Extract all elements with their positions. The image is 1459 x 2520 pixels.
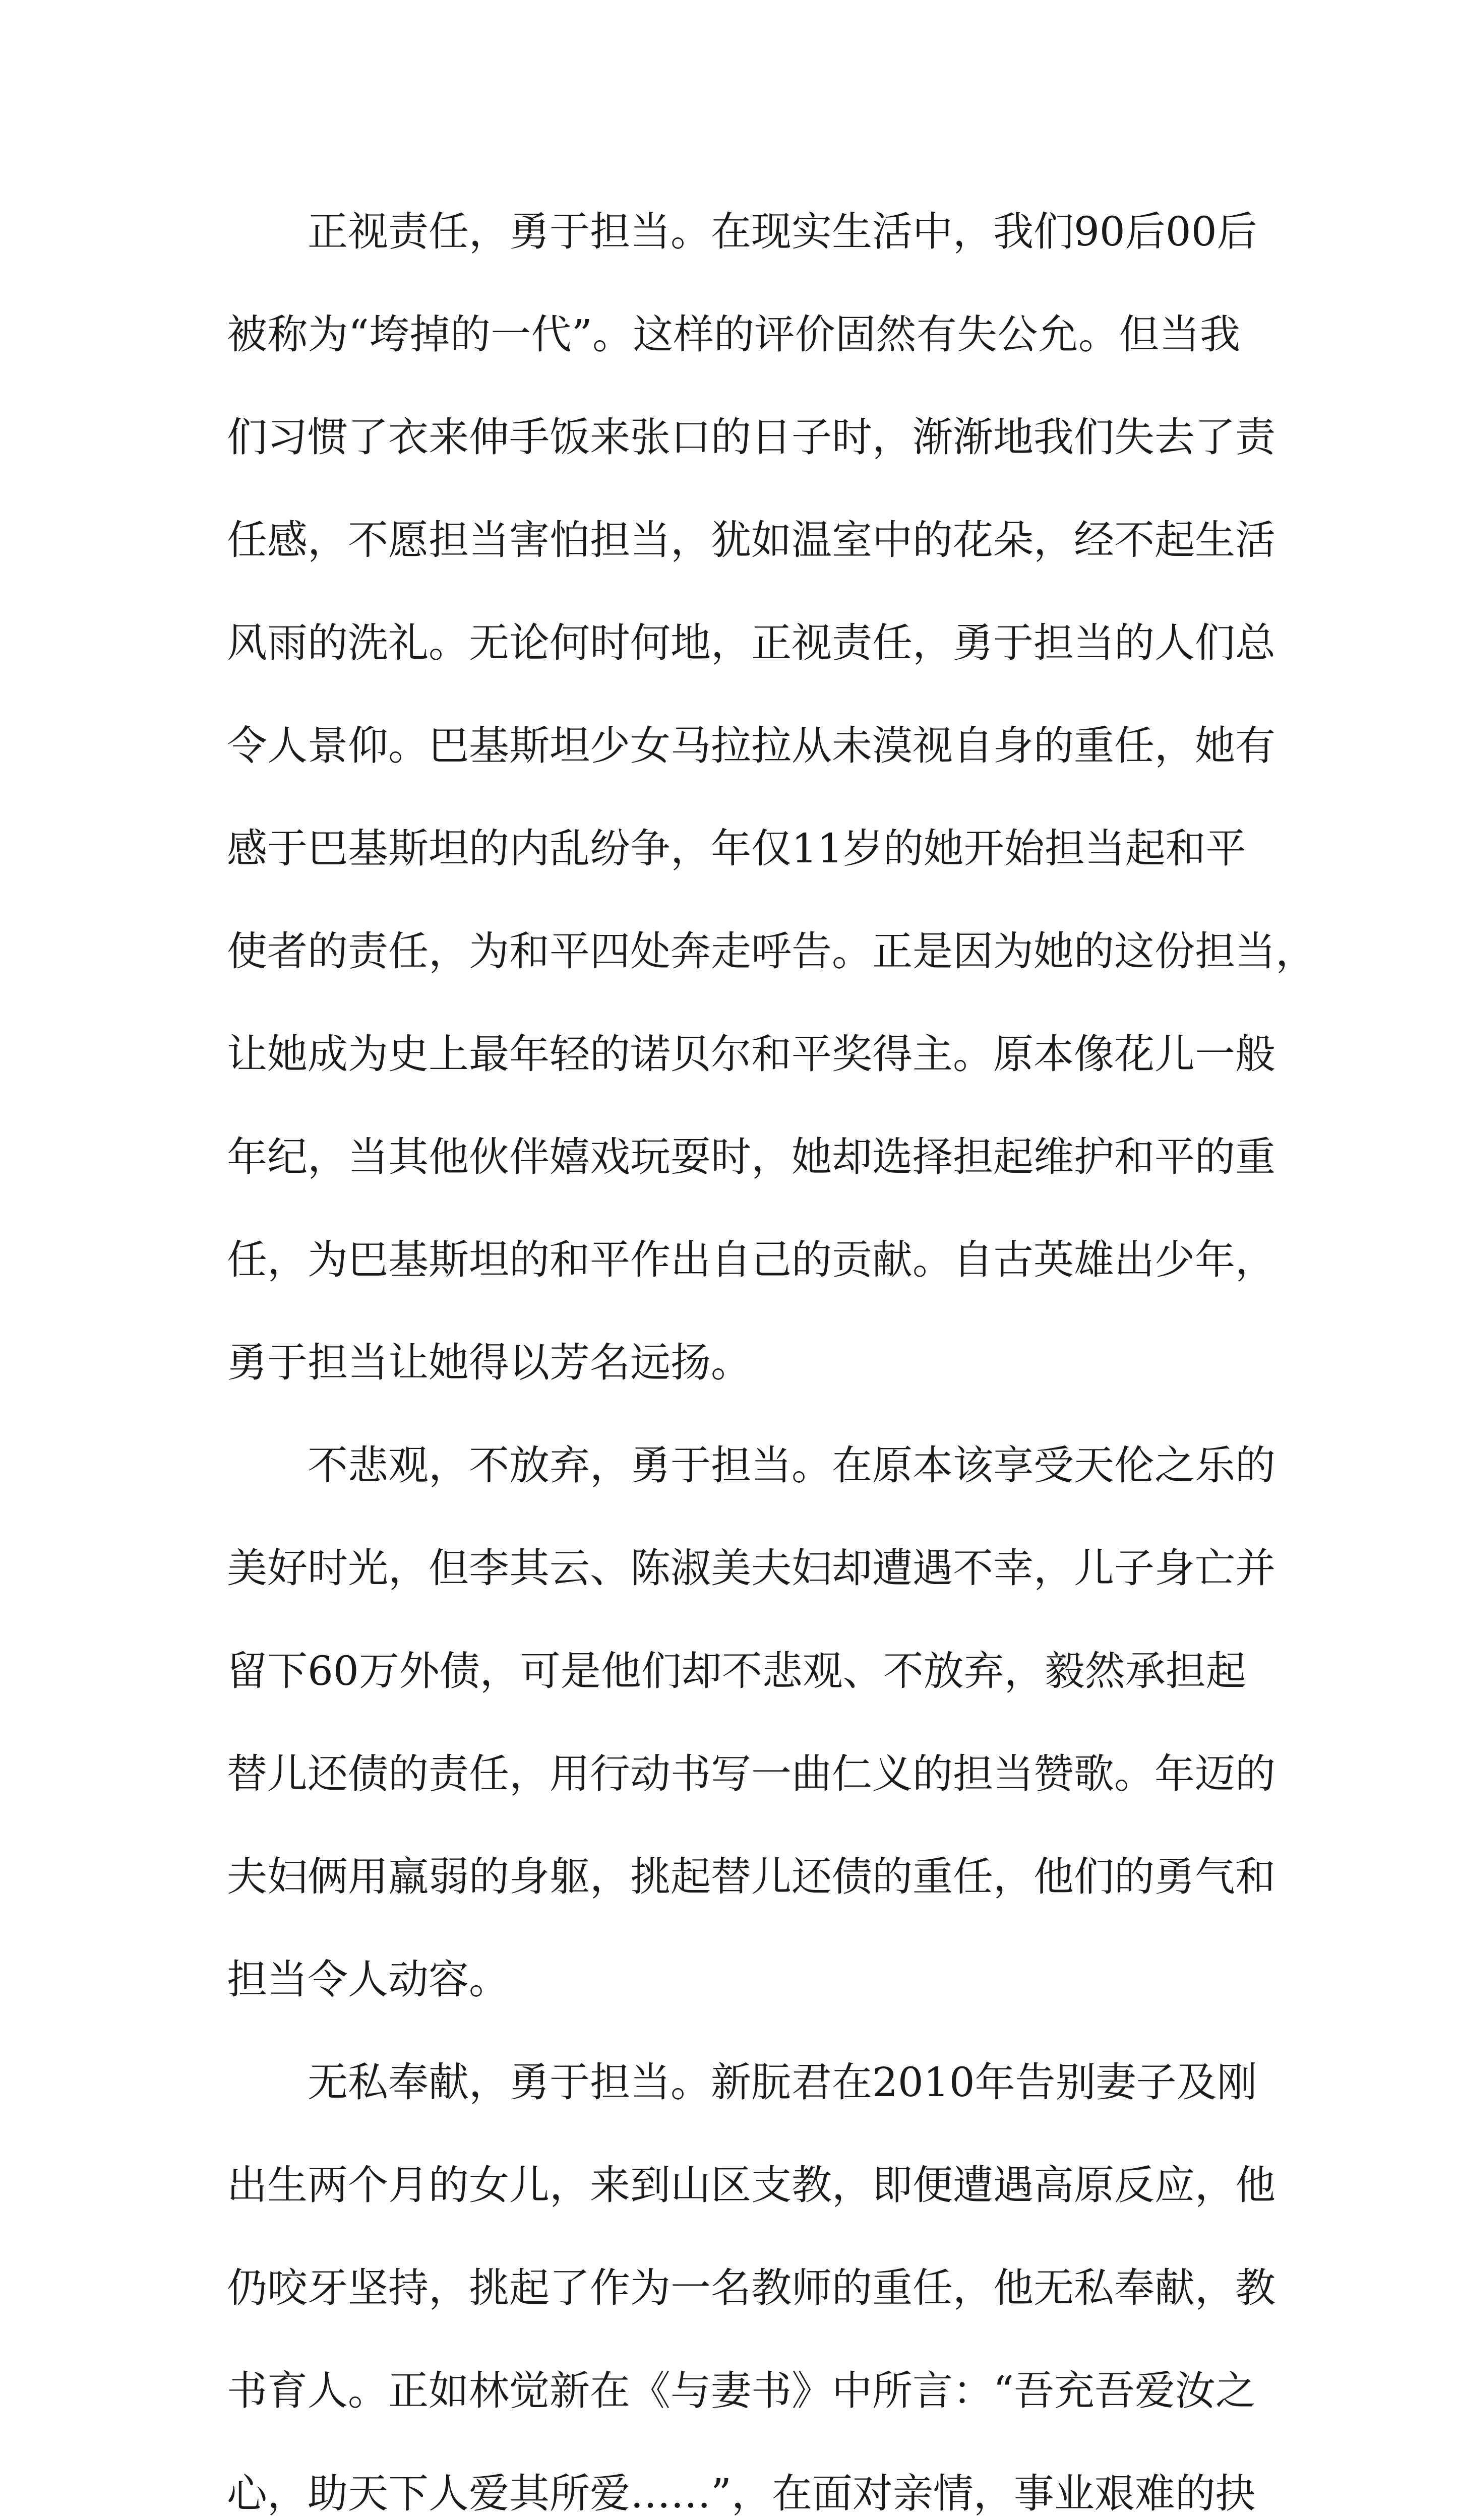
text-line: 风雨的洗礼。无论何时何地，正视责任，勇于担当的人们总 xyxy=(227,619,1275,666)
document-body xyxy=(227,180,1316,2520)
text-line: 感于巴基斯坦的内乱纷争，年仅11岁的她开始担当起和平 xyxy=(227,825,1246,872)
paragraph-3 xyxy=(227,2031,1275,2520)
paragraph-1 xyxy=(227,180,1316,1414)
text-line: 仍咬牙坚持，挑起了作为一名教师的重任，他无私奉献，教 xyxy=(227,2264,1275,2311)
text-line: 留下60万外债，可是他们却不悲观、不放弃，毅然承担起 xyxy=(227,1648,1246,1694)
text-line: 被称为“垮掉的一代”。这样的评价固然有失公允。但当我 xyxy=(227,311,1240,358)
text-line: 任感，不愿担当害怕担当，犹如温室中的花朵，经不起生活 xyxy=(227,517,1275,563)
text-line: 年纪，当其他伙伴嬉戏玩耍时，她却选择担起维护和平的重 xyxy=(227,1133,1275,1180)
text-line: 任，为巴基斯坦的和平作出自己的贡献。自古英雄出少年， xyxy=(227,1236,1275,1283)
text-line: 心，助天下人爱其所爱……”，在面对亲情，事业艰难的抉 xyxy=(227,2470,1256,2517)
text-line: 无私奉献，勇于担当。新朊君在2010年告别妻子及刚 xyxy=(308,2059,1257,2106)
text-line: 替儿还债的责任，用行动书写一曲仁义的担当赞歌。年迈的 xyxy=(227,1750,1275,1797)
text-line: 美好时光，但李其云、陈淑美夫妇却遭遇不幸，儿子身亡并 xyxy=(227,1545,1275,1592)
text-line: 担当令人动容。 xyxy=(227,1956,509,2003)
text-line: 书育人。正如林觉新在《与妻书》中所言：“吾充吾爱汝之 xyxy=(227,2367,1256,2414)
text-line: 正视责任，勇于担当。在现实生活中，我们90后00后 xyxy=(308,208,1257,255)
text-line: 勇于担当让她得以芳名远扬。 xyxy=(227,1339,751,1386)
text-line: 夫妇俩用羸弱的身躯，挑起替儿还债的重任，他们的勇气和 xyxy=(227,1853,1275,1900)
text-line: 不悲观，不放弃，勇于担当。在原本该享受天伦之乐的 xyxy=(308,1442,1275,1489)
text-line: 们习惯了衣来伸手饭来张口的日子时，渐渐地我们失去了责 xyxy=(227,414,1275,461)
text-line: 使者的责任，为和平四处奔走呼告。正是因为她的这份担当， xyxy=(227,928,1316,975)
text-line: 令人景仰。巴基斯坦少女马拉拉从未漠视自身的重任，她有 xyxy=(227,722,1275,769)
text-line: 出生两个月的女儿，来到山区支教，即便遭遇高原反应，他 xyxy=(227,2162,1275,2209)
text-line: 让她成为史上最年轻的诺贝尔和平奖得主。原本像花儿一般 xyxy=(227,1031,1275,1078)
paragraph-2 xyxy=(227,1414,1275,2031)
